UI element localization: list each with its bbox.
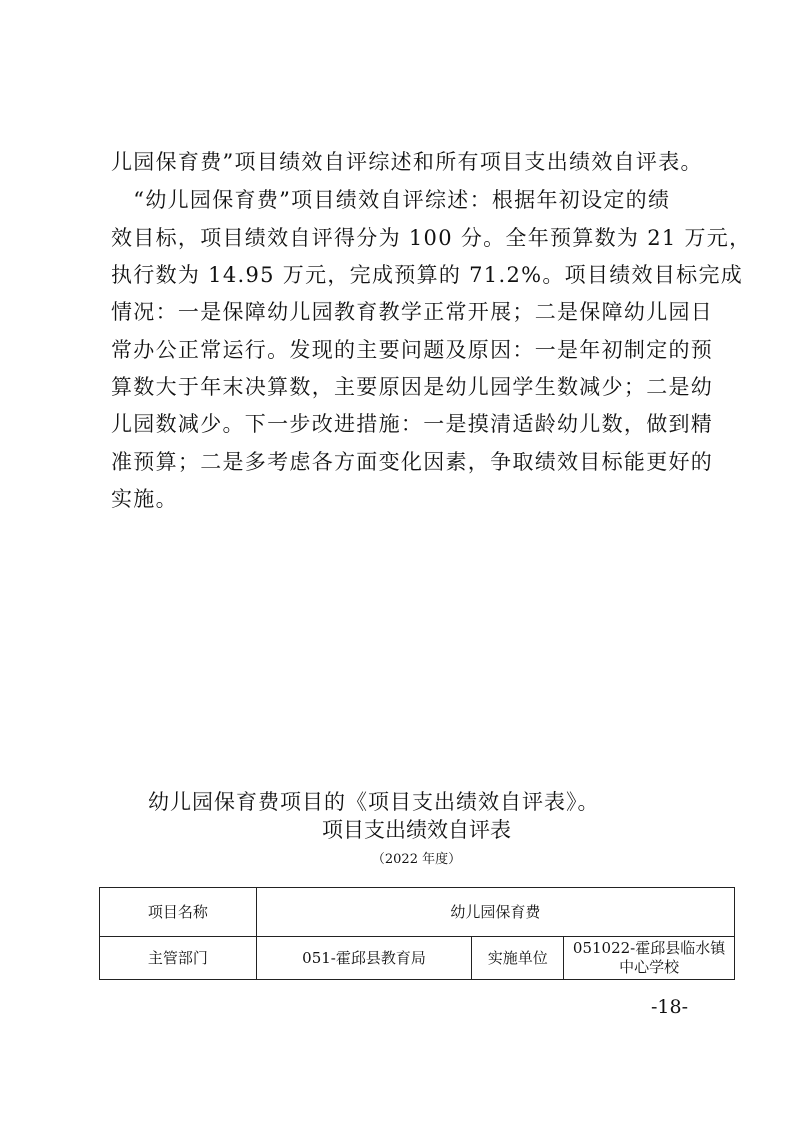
department-value: 051-霍邱县教育局 <box>256 937 472 980</box>
project-name-value: 幼儿园保育费 <box>256 888 734 937</box>
body-line-8: 儿园数减少。下一步改进措施：一是摸清适龄幼儿数，做到精 <box>111 412 714 436</box>
page-number: -18- <box>651 996 689 1018</box>
table-year: （2022 年度） <box>371 852 462 867</box>
project-name-label: 项目名称 <box>100 888 257 937</box>
table-title: 项目支出绩效自评表 <box>322 818 511 842</box>
body-line-7: 算数大于年末决算数，主要原因是幼儿园学生数减少；二是幼 <box>111 375 714 399</box>
body-line-5: 情况：一是保障幼儿园教育教学正常开展；二是保障幼儿园日 <box>111 300 714 324</box>
body-line-3: 效目标，项目绩效自评得分为 100 分。全年预算数为 21 万元， <box>111 226 752 250</box>
body-line-1: 儿园保育费”项目绩效自评综述和所有项目支出绩效自评表。 <box>111 150 703 174</box>
body-line-2: “幼儿园保育费”项目绩效自评综述：根据年初设定的绩 <box>111 188 671 212</box>
implementer-label: 实施单位 <box>472 937 564 980</box>
implementer-value-line-1: 051022-霍邱县临水镇 <box>572 939 726 957</box>
body-line-9: 准预算；二是多考虑各方面变化因素，争取绩效目标能更好的 <box>111 450 714 474</box>
table-row <box>100 888 735 937</box>
evaluation-table <box>99 887 735 980</box>
table-row <box>100 937 735 980</box>
body-line-6: 常办公正常运行。发现的主要问题及原因：一是年初制定的预 <box>111 338 714 362</box>
table-intro: 幼儿园保育费项目的《项目支出绩效自评表》。 <box>148 790 600 814</box>
implementer-value-line-2: 中心学校 <box>619 958 680 976</box>
body-line-10: 实施。 <box>111 487 178 511</box>
implementer-value <box>564 937 735 980</box>
body-line-4: 执行数为 14.95 万元，完成预算的 71.2%。项目绩效目标完成 <box>111 263 744 287</box>
department-label: 主管部门 <box>100 937 257 980</box>
